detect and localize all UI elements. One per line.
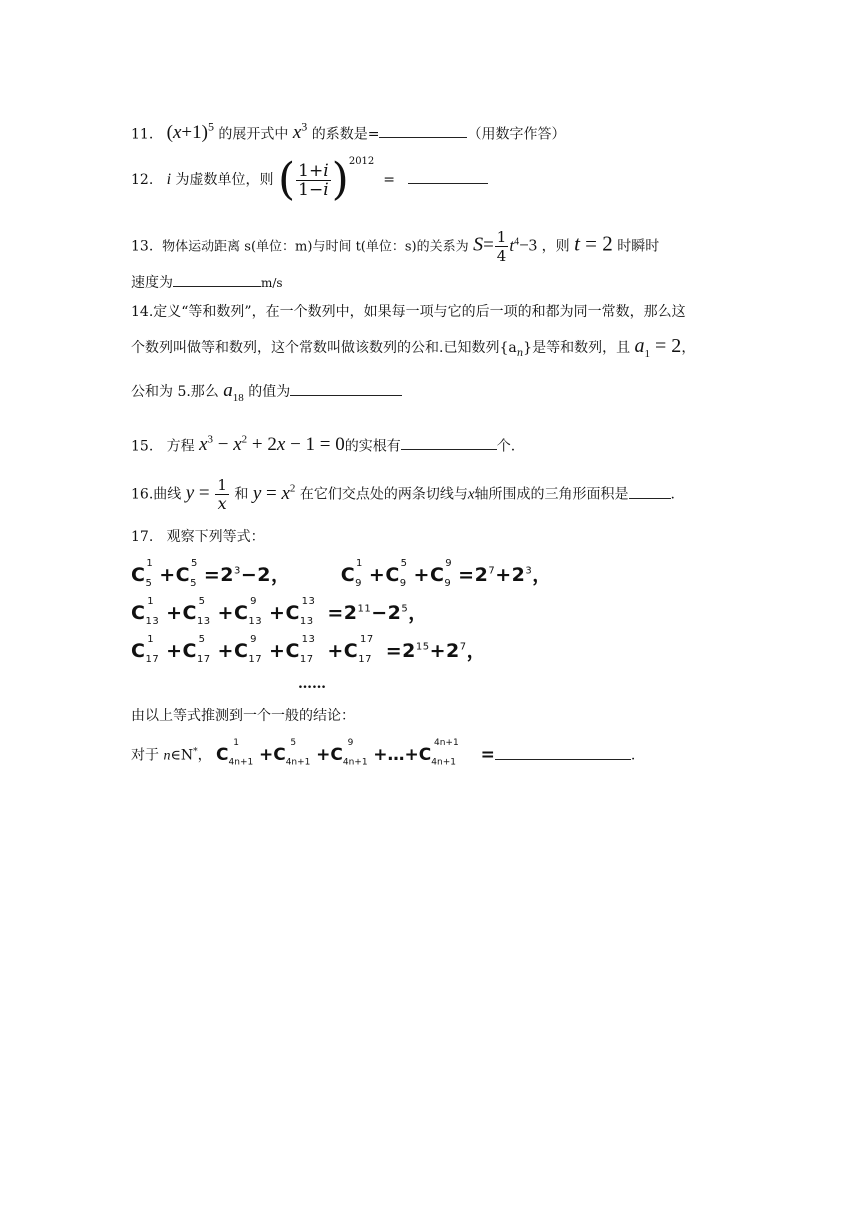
equation-row-2: $C_{13}^1+C_{13}^5+C_{13}^9+C_{13}^{13}=2^{11}-2^5$， bbox=[131, 595, 428, 627]
question-number: 16.曲线 bbox=[131, 486, 182, 503]
math-expression: x bbox=[467, 486, 475, 503]
question-text: 由以上等式推测到一个一般的结论： bbox=[131, 708, 355, 724]
math-expression: −3 bbox=[519, 235, 538, 255]
ellipsis: …… bbox=[298, 676, 326, 692]
math-expression: i bbox=[166, 171, 172, 188]
question-text: 观察下列等式： bbox=[166, 529, 265, 545]
question-text: 的值为 bbox=[248, 384, 291, 400]
math-expression: $\frac{1+i}{1-i}$ bbox=[298, 160, 329, 200]
question-number: 17. bbox=[131, 529, 154, 545]
question-text: . bbox=[630, 747, 636, 764]
question-text: 公和为 5.那么 bbox=[131, 384, 219, 400]
answer-blank[interactable] bbox=[408, 169, 488, 184]
answer-blank[interactable] bbox=[495, 745, 631, 760]
question-text: 的系数是= bbox=[311, 126, 380, 143]
answer-blank[interactable] bbox=[173, 272, 261, 287]
question-text: 时瞬时 bbox=[617, 238, 660, 255]
math-expression: $x^3$ bbox=[292, 120, 308, 144]
equation-row-3: $C_{17}^1+C_{17}^5+C_{17}^9+C_{17}^{13}+C_{17}^{17}=2^{15}+2^7$， bbox=[131, 633, 487, 665]
math-expression: = 2 bbox=[579, 231, 613, 256]
question-text: }是等和数列，且 bbox=[523, 340, 631, 356]
question-text: 个数列叫做等和数列，这个常数叫做该数列的公和.已知数列{a bbox=[131, 340, 517, 356]
question-13 bbox=[131, 228, 731, 268]
math-expression: $x^3 - x^2 + 2x - 1 = 0$ bbox=[199, 434, 345, 456]
question-number: 12. bbox=[131, 172, 154, 188]
question-text: 为虚数单位，则 bbox=[175, 172, 274, 188]
conclusion-prompt bbox=[131, 706, 731, 726]
math-expression: t bbox=[574, 231, 580, 256]
math-expression: $a_{18}$ bbox=[223, 380, 244, 404]
math-expression: n bbox=[516, 347, 524, 359]
math-expression: $\frac{1}{x}$ bbox=[217, 476, 227, 513]
unit-label: m/s bbox=[261, 276, 283, 290]
answer-blank[interactable] bbox=[379, 123, 467, 138]
question-text: ∈N bbox=[170, 747, 194, 764]
question-13-line2 bbox=[131, 272, 731, 293]
math-expression: 2012 bbox=[348, 156, 375, 168]
question-text: （用数字作答） bbox=[467, 126, 566, 143]
math-expression: S bbox=[473, 233, 484, 256]
question-11 bbox=[131, 117, 731, 144]
math-expression: $(x+1)^5$ bbox=[166, 120, 214, 144]
math-expression: ) bbox=[331, 154, 349, 205]
question-number: 11. bbox=[131, 126, 154, 143]
math-expression: $y = x^2$ bbox=[252, 482, 296, 504]
question-text: 方程 bbox=[166, 438, 195, 455]
math-expression: n bbox=[163, 748, 171, 764]
question-text: 和 bbox=[234, 486, 249, 503]
question-text: 轴所围成的三角形面积是 bbox=[474, 486, 629, 503]
question-text: ，则 bbox=[541, 238, 570, 255]
question-14-line2: 个数列叫做等和数列，这个常数叫做该数列的公和.已知数列$\{a_n\}$是等和数列，且 $a_1 = 2$， bbox=[131, 335, 696, 360]
question-16 bbox=[131, 476, 731, 518]
math-expression: $a_1$ bbox=[634, 335, 651, 360]
math-expression: $t^4$ bbox=[509, 235, 520, 255]
answer-blank[interactable] bbox=[629, 484, 671, 499]
math-expression: = bbox=[194, 482, 215, 504]
question-text: 物体运动距离 s(单位：m)与时间 t(单位：s)的关系为 bbox=[162, 239, 469, 255]
question-text: 在它们交点处的两条切线与 bbox=[299, 486, 468, 503]
question-12 bbox=[131, 154, 731, 208]
question-text: 对于 bbox=[131, 747, 159, 764]
question-number: 13. bbox=[131, 238, 154, 255]
question-text: 的实根有 bbox=[344, 438, 401, 455]
question-text: ， bbox=[197, 747, 212, 764]
math-expression: $\frac{1}{4}$ bbox=[496, 228, 507, 265]
conclusion-line bbox=[131, 738, 731, 772]
question-17 bbox=[131, 527, 731, 547]
question-text: = bbox=[383, 172, 395, 188]
question-14 bbox=[131, 302, 731, 322]
math-expression: $C_{4n+1}^1+C_{4n+1}^5+C_{4n+1}^9+\dots+C_{4n+1}^{4n+1}=$ bbox=[216, 738, 495, 768]
question-text: . bbox=[670, 486, 675, 503]
question-15 bbox=[131, 430, 731, 456]
math-expression: = bbox=[483, 234, 494, 256]
question-14-line3 bbox=[131, 381, 731, 408]
math-expression: = 2 bbox=[650, 335, 682, 357]
question-text: 的展开式中 bbox=[218, 126, 289, 143]
math-expression: ( bbox=[277, 154, 296, 205]
question-text: 速度为 bbox=[131, 275, 173, 291]
math-expression: * bbox=[193, 747, 198, 757]
question-text: 个. bbox=[496, 438, 516, 455]
question-number: 15. bbox=[131, 438, 154, 455]
answer-blank[interactable] bbox=[401, 435, 497, 450]
equation-row-1: $C_5^1+C_5^5=2^3-2$， $C_9^1+C_9^5+C_9^9=2^7+2^3$， bbox=[131, 557, 552, 589]
question-text: 14.定义“等和数列”，在一个数列中，如果每一项与它的后一项的和都为同一常数，那么这 bbox=[131, 304, 686, 320]
math-expression: y bbox=[185, 482, 195, 504]
answer-blank[interactable] bbox=[290, 381, 402, 396]
